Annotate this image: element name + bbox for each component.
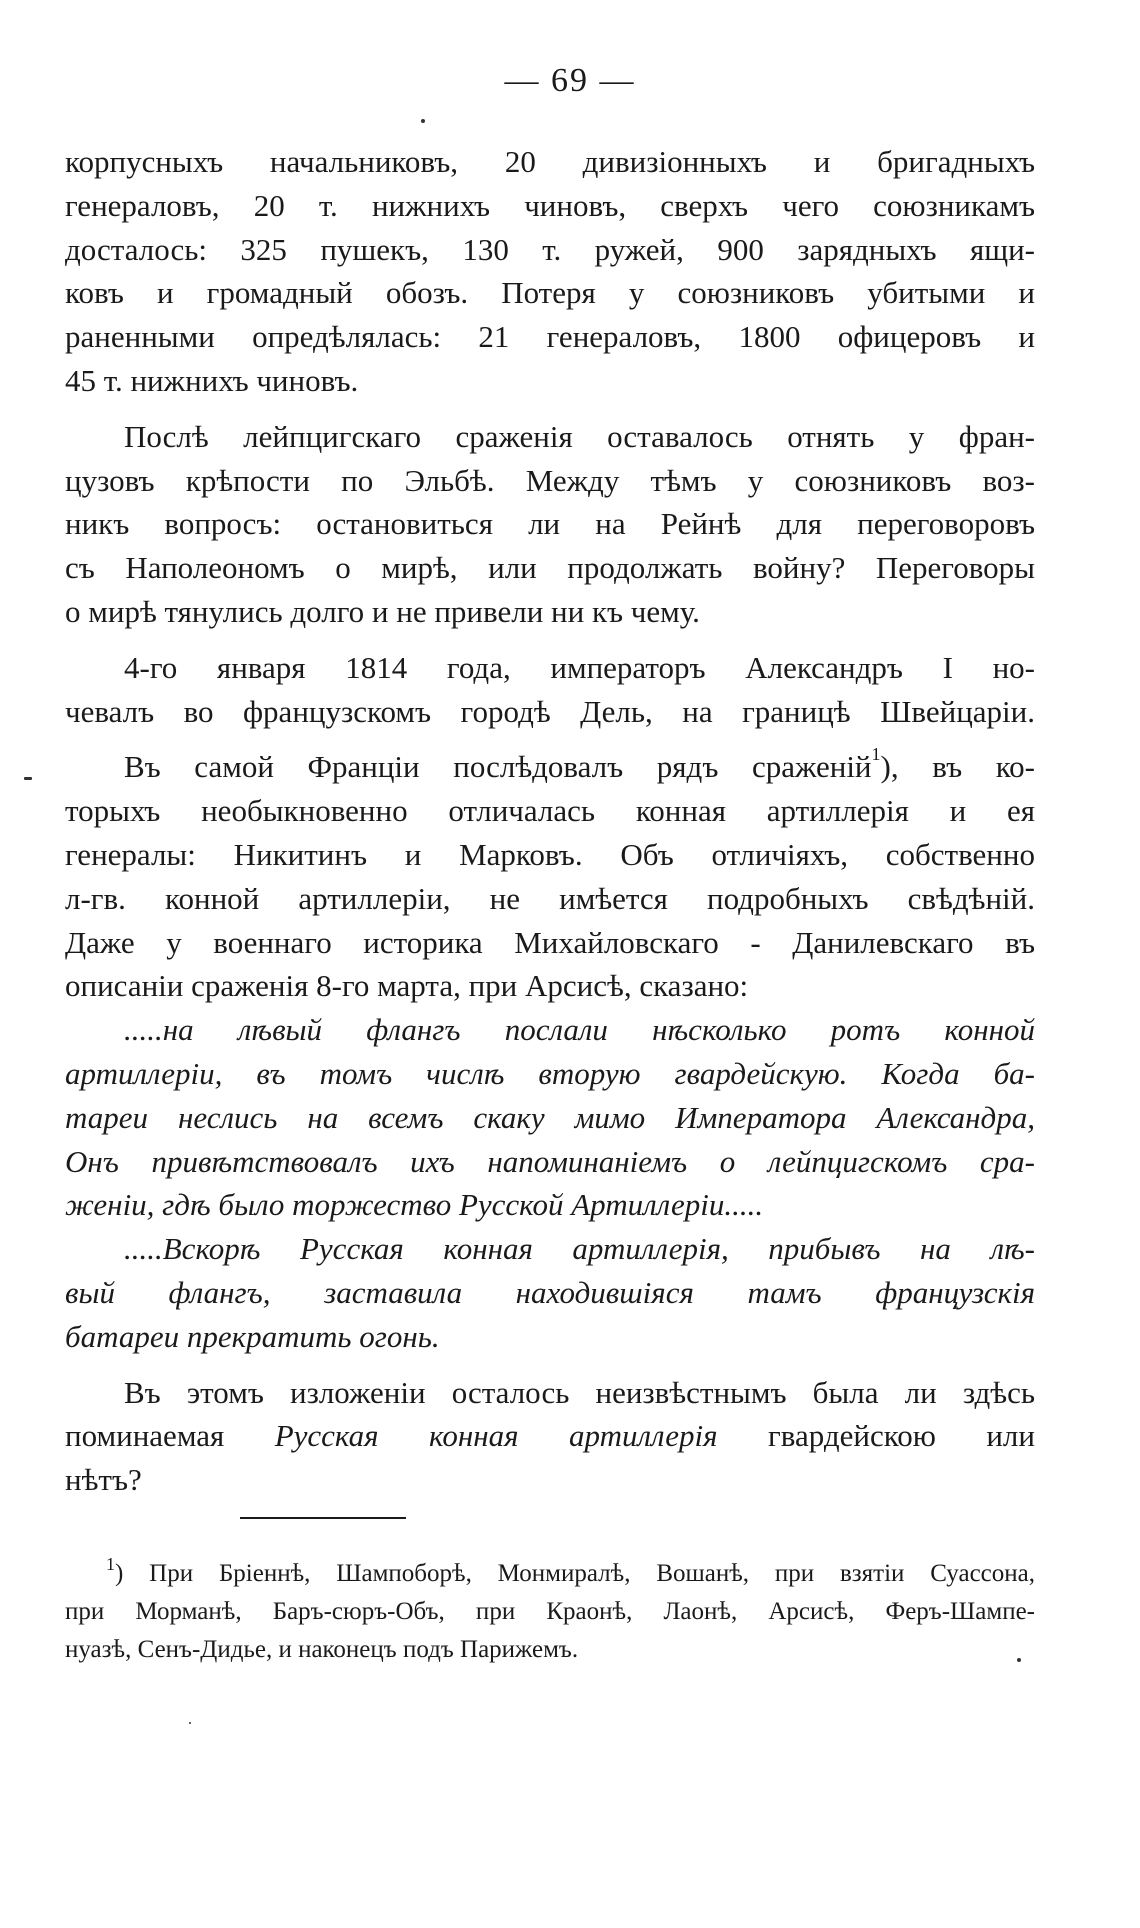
- text-line: .....Вскорѣ Русская конная артиллерія, прибывъ на лѣ-: [124, 1231, 1035, 1267]
- text-span: гвардейскою или: [768, 1418, 1035, 1454]
- text-span: ) При Бріеннѣ, Шампоборѣ, Монмиралѣ, Вошанѣ, при взятіи Суассона,: [115, 1560, 1035, 1587]
- paragraph: [65, 140, 1035, 403]
- text-line: л-гв. конной артиллеріи, не имѣется подробныхъ свѣдѣній.: [65, 880, 1035, 916]
- text-line: артиллеріи, въ томъ числѣ вторую гвардейскую. Когда ба-: [65, 1055, 1035, 1091]
- text-line: .....на лѣвый флангъ послали нѣсколько ротъ конной: [124, 1012, 1035, 1048]
- text-line: раненными опредѣлялась: 21 генераловъ, 1800 офицеровъ и: [65, 319, 1035, 355]
- italic-phrase: Русская конная артиллерія: [274, 1418, 718, 1454]
- footnote-line: при Морманѣ, Баръ-сюръ-Объ, при Краонѣ, Лаонѣ, Арсисѣ, Феръ-Шампе-: [65, 1598, 1035, 1625]
- quotation: [65, 1008, 1035, 1227]
- text-line: цузовъ крѣпости по Эльбѣ. Между тѣмъ у союзниковъ воз-: [65, 462, 1035, 498]
- footnote-line: [65, 1555, 1035, 1593]
- text-line: Даже у военнаго историка Михайловскаго - Данилевскаго въ: [65, 924, 1035, 960]
- text-line: генералы: Никитинъ и Марковъ. Объ отличіяхъ, собственно: [65, 836, 1035, 872]
- text-line: Послѣ лейпцигскаго сраженія оставалось отнять у фран-: [124, 418, 1035, 454]
- text-line: тареи неслись на всемъ скаку мимо Императора Александра,: [65, 1099, 1035, 1135]
- paragraph: [65, 415, 1035, 634]
- text-line: чевалъ во французскомъ городѣ Дель, на границѣ Швейцаріи.: [65, 693, 1035, 729]
- text-line: ковъ и громадный обозъ. Потеря у союзниковъ убитыми и: [65, 275, 1035, 311]
- footnote: [65, 1555, 1035, 1669]
- text-span: ), въ ко-: [880, 749, 1036, 785]
- footnote-line: нуазѣ, Сенъ-Дидье, и наконецъ подъ Парижемъ.: [65, 1636, 579, 1663]
- text-line: досталось: 325 пушекъ, 130 т. ружей, 900 зарядныхъ ящи-: [65, 231, 1035, 267]
- text-line: никъ вопросъ: остановиться ли на Рейнѣ для переговоровъ: [65, 506, 1035, 542]
- text-line: описаніи сраженія 8-го марта, при Арсисѣ, сказано:: [65, 968, 749, 1004]
- text-line: Онъ привѣтствовалъ ихъ напоминаніемъ о лейпцигскомъ сра-: [65, 1143, 1035, 1179]
- text-line: торыхъ необыкновенно отличалась конная артиллерія и ея: [65, 793, 1035, 829]
- footnote-separator: [240, 1517, 406, 1519]
- text-line: съ Наполеономъ о мирѣ, или продолжать войну? Переговоры: [65, 550, 1035, 586]
- text-line: корпусныхъ начальниковъ, 20 дивизіонныхъ и бригадныхъ: [65, 144, 1035, 179]
- print-speck: [421, 119, 425, 123]
- paragraph: [65, 1371, 1035, 1502]
- text-line: генераловъ, 20 т. нижнихъ чиновъ, сверхъ чего союзникамъ: [65, 187, 1035, 223]
- text-line: о мирѣ тянулись долго и не привели ни къ чему.: [65, 593, 700, 629]
- text-line: 4-го января 1814 года, императоръ Александръ I но-: [124, 649, 1035, 685]
- text-line: женіи, гдѣ было торжество Русской Артиллеріи.....: [65, 1187, 764, 1223]
- text-line: вый флангъ, заставила находившіяся тамъ французскія: [65, 1274, 1035, 1310]
- footnote-mark: 1: [106, 1554, 115, 1574]
- page-number: — 69 —: [504, 62, 636, 99]
- paragraph: [65, 646, 1035, 734]
- footnote-reference[interactable]: 1: [871, 744, 881, 765]
- body-text: [65, 140, 1035, 1502]
- print-speck: [24, 777, 32, 780]
- paragraph: [65, 745, 1035, 1008]
- text-line: нѣтъ?: [65, 1462, 142, 1498]
- text-line: [65, 1414, 1035, 1458]
- text-line: 45 т. нижнихъ чиновъ.: [65, 362, 359, 398]
- text-line: батареи прекратить огонь.: [65, 1318, 440, 1354]
- text-span: поминаемая: [65, 1418, 225, 1454]
- quotation: [65, 1227, 1035, 1358]
- text-line: [65, 745, 1035, 789]
- print-speck: [189, 1722, 191, 1724]
- text-line: Въ этомъ изложеніи осталось неизвѣстнымъ была ли здѣсь: [124, 1374, 1035, 1410]
- text-span: Въ самой Франціи послѣдовалъ рядъ сраженій: [124, 749, 872, 785]
